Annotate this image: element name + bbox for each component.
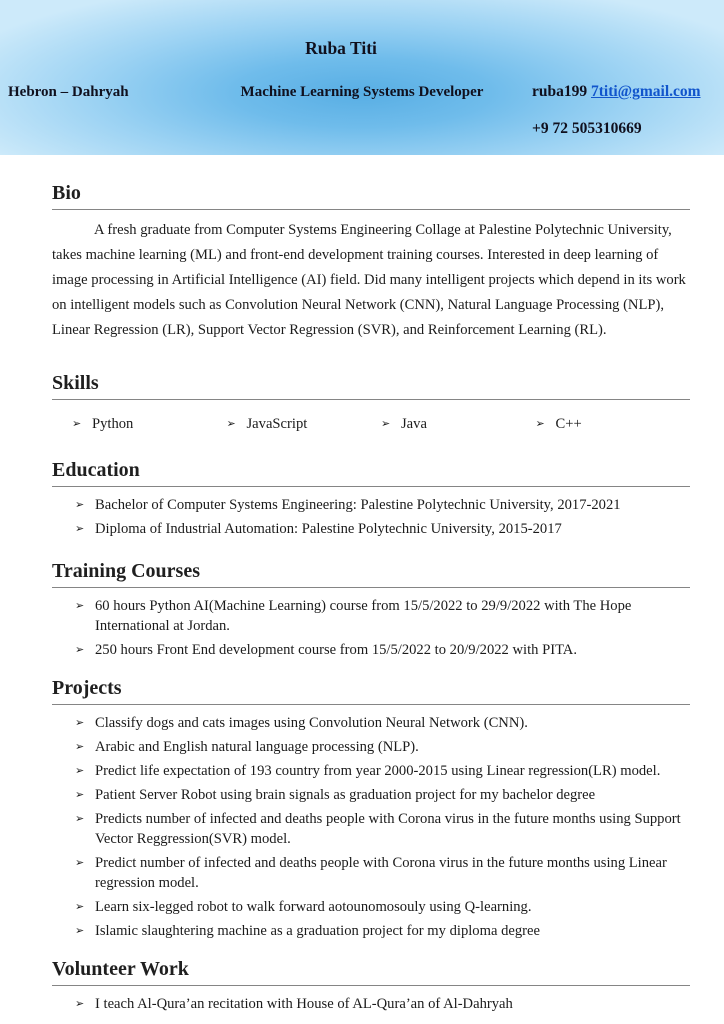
list-item-text: Islamic slaughtering machine as a graduation project for my diploma degree (95, 923, 540, 939)
list-item (52, 994, 690, 1014)
list-item (52, 809, 690, 849)
list-item-text: Patient Server Robot using brain signals as graduation project for my bachelor degree (95, 787, 596, 803)
skill-label: Python (92, 416, 134, 432)
section-volunteer-work (52, 957, 690, 1014)
section-training-courses (52, 559, 690, 660)
role-title: Machine Learning Systems Developer (240, 84, 484, 100)
skill-item (227, 414, 382, 434)
resume-body (0, 181, 724, 1014)
contact-block (532, 82, 701, 138)
volunteer-list (52, 994, 690, 1014)
arrow-bullet-icon: ➢ (75, 599, 85, 612)
location-text: Hebron – Dahryah (8, 84, 129, 100)
section-title-education: Education (52, 458, 690, 487)
skill-item (536, 414, 691, 434)
email-line (532, 82, 701, 101)
arrow-bullet-icon: ➢ (75, 643, 85, 656)
arrow-bullet-icon: ➢ (75, 740, 85, 753)
list-item-text: Diploma of Industrial Automation: Palestine Polytechnic University, 2015-2017 (95, 521, 562, 537)
list-item (52, 737, 690, 757)
list-item (52, 921, 690, 941)
list-item (52, 640, 690, 660)
list-item-text: Predict life expectation of 193 country from year 2000-2015 using Linear regression(LR) model. (95, 763, 661, 779)
arrow-bullet-icon: ➢ (75, 498, 85, 511)
arrow-bullet-icon: ➢ (75, 812, 85, 825)
skill-item (72, 414, 227, 434)
arrow-bullet-icon: ➢ (75, 522, 85, 535)
email-link[interactable]: 7titi@gmail.com (591, 83, 701, 100)
email-prefix: ruba199 (532, 83, 591, 100)
skill-label: Java (401, 416, 427, 432)
list-item (52, 761, 690, 781)
list-item-text: Arabic and English natural language processing (NLP). (95, 739, 419, 755)
list-item (52, 897, 690, 917)
list-item-text: I teach Al-Qura’an recitation with House of AL-Qura’an of Al-Dahryah (95, 996, 513, 1012)
arrow-bullet-icon: ➢ (75, 900, 85, 913)
arrow-bullet-icon: ➢ (72, 417, 82, 430)
projects-list (52, 713, 690, 941)
list-item (52, 596, 690, 636)
arrow-bullet-icon: ➢ (75, 788, 85, 801)
section-title-bio: Bio (52, 181, 690, 210)
list-item (52, 853, 690, 893)
skills-row (52, 414, 690, 434)
list-item-text: 60 hours Python AI(Machine Learning) course from 15/5/2022 to 29/9/2022 with The Hope International at Jordan. (95, 598, 632, 634)
section-title-skills: Skills (52, 371, 690, 400)
list-item (52, 713, 690, 733)
section-education (52, 458, 690, 539)
arrow-bullet-icon: ➢ (75, 924, 85, 937)
section-projects (52, 676, 690, 941)
skill-label: C++ (555, 416, 582, 432)
list-item (52, 495, 690, 515)
arrow-bullet-icon: ➢ (535, 417, 545, 430)
header-banner (0, 0, 724, 155)
education-list (52, 495, 690, 539)
arrow-bullet-icon: ➢ (75, 856, 85, 869)
section-title-projects: Projects (52, 676, 690, 705)
list-item-text: Learn six-legged robot to walk forward aotounomosouly using Q-learning. (95, 899, 532, 915)
phone-number: +9 72 505310669 (532, 120, 642, 137)
arrow-bullet-icon: ➢ (381, 417, 391, 430)
skill-item (381, 414, 536, 434)
arrow-bullet-icon: ➢ (75, 716, 85, 729)
section-bio (52, 181, 690, 343)
arrow-bullet-icon: ➢ (75, 764, 85, 777)
section-title-training: Training Courses (52, 559, 690, 588)
bio-paragraph: A fresh graduate from Computer Systems Engineering Collage at Palestine Polytechnic University, takes machine learning (ML) and front-end development training courses. Interested in deep learning of image processing in Artificial Intelligence (AI) field. Did many intelligent projects which depend in its work on intelligent models such as Convolution Neural Network (CNN), Natural Language Processing (NLP), Linear Regression (LR), Support Vector Regression (SVR), and Reinforcement Learning (RL). (52, 222, 686, 338)
list-item-text: Predict number of infected and deaths people with Corona virus in the future months using Linear regression model. (95, 855, 667, 891)
candidate-name: Ruba Titi (305, 38, 377, 58)
list-item (52, 519, 690, 539)
list-item-text: Bachelor of Computer Systems Engineering: Palestine Polytechnic University, 2017-2021 (95, 497, 621, 513)
section-skills (52, 371, 690, 434)
list-item-text: Predicts number of infected and deaths people with Corona virus in the future months using Support Vector Reggression(SVR) model. (95, 811, 681, 847)
arrow-bullet-icon: ➢ (75, 997, 85, 1010)
training-list (52, 596, 690, 660)
section-title-volunteer: Volunteer Work (52, 957, 690, 986)
list-item-text: 250 hours Front End development course from 15/5/2022 to 20/9/2022 with PITA. (95, 642, 577, 658)
skill-label: JavaScript (246, 416, 308, 432)
list-item-text: Classify dogs and cats images using Convolution Neural Network (CNN). (95, 715, 528, 731)
arrow-bullet-icon: ➢ (226, 417, 236, 430)
list-item (52, 785, 690, 805)
